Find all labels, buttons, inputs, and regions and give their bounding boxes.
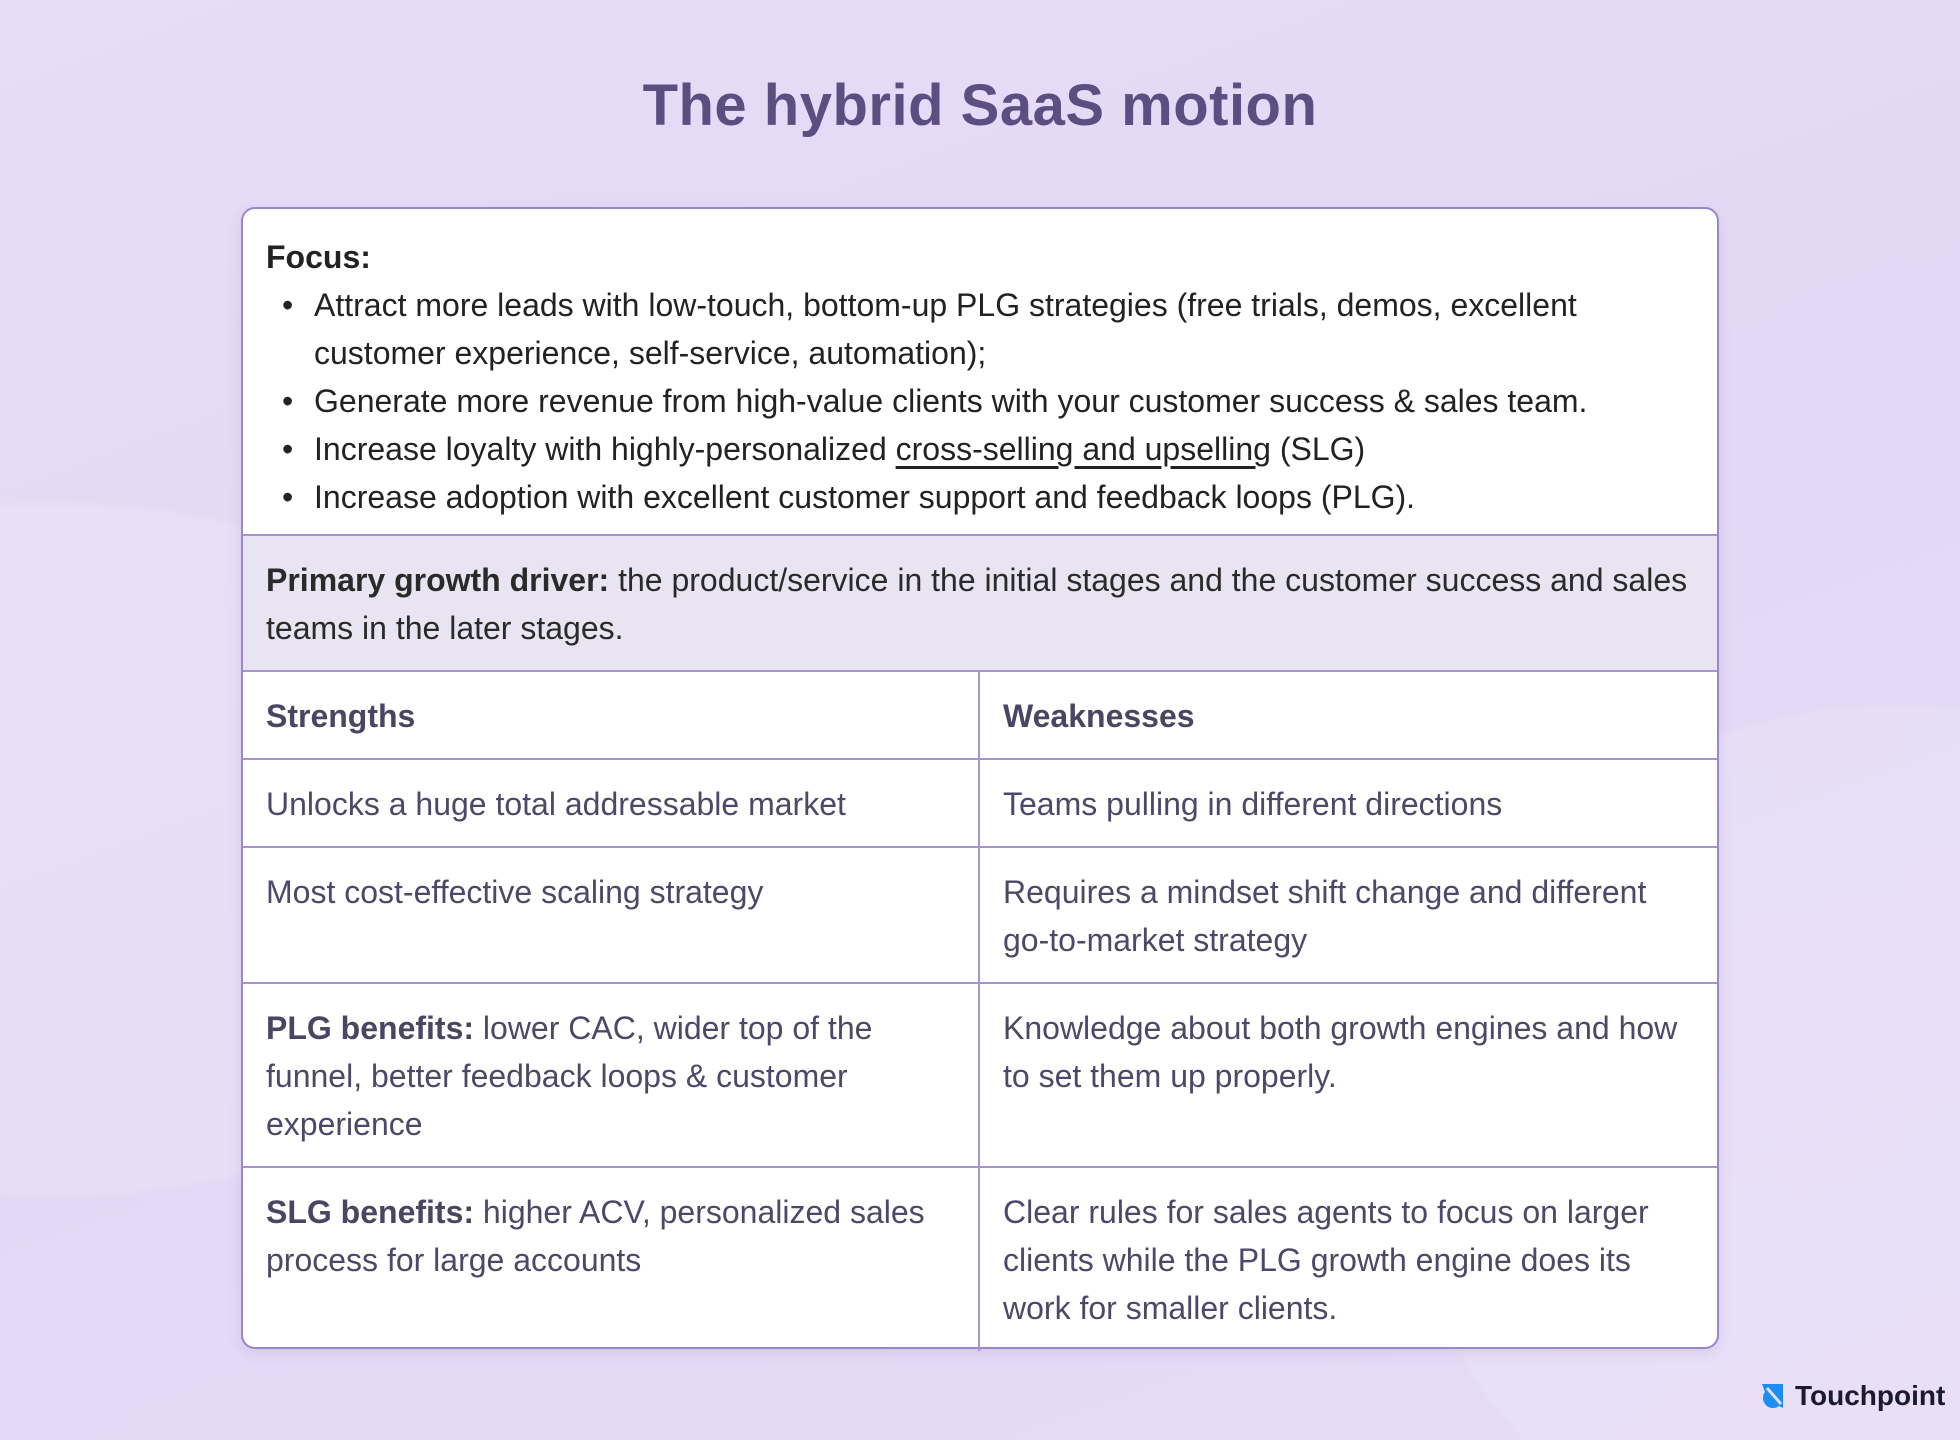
- weakness-cell: Knowledge about both growth engines and how to set them up properly.: [1003, 1010, 1678, 1094]
- table-row: [243, 1168, 1717, 1351]
- table-row: [243, 848, 1717, 984]
- strength-cell: [243, 1168, 980, 1351]
- focus-label: Focus:: [266, 239, 371, 275]
- header-weaknesses: Weaknesses: [1003, 698, 1195, 734]
- weakness-cell: Requires a mindset shift change and different go-to-market strategy: [1003, 874, 1647, 958]
- touchpoint-logo: [1761, 1380, 1945, 1412]
- focus-section: [243, 209, 1717, 536]
- table-row: [243, 760, 1717, 848]
- weakness-cell: Teams pulling in different directions: [1003, 786, 1503, 822]
- table-row: [243, 984, 1717, 1168]
- focus-item-text: Increase loyalty with highly-personalized: [314, 431, 896, 467]
- cross-selling-link[interactable]: cross-selling and upselling: [895, 431, 1271, 467]
- table-header: [243, 672, 1717, 760]
- focus-item-text: (SLG): [1270, 431, 1366, 467]
- strength-cell: [243, 848, 980, 982]
- driver-text: the product/service in the initial stages and the customer success and sales teams in the later stages.: [266, 562, 1688, 646]
- header-strengths: Strengths: [243, 672, 980, 758]
- strength-label: PLG benefits:: [266, 1010, 475, 1046]
- touchpoint-logo-icon: [1761, 1382, 1787, 1410]
- strength-cell: [243, 760, 980, 846]
- focus-item: • Generate more revenue from high-value clients with your customer success & sales team.: [266, 377, 1694, 425]
- strength-text: lower CAC, wider top of the funnel, better feedback loops & customer experience: [266, 1010, 873, 1142]
- weakness-cell: Clear rules for sales agents to focus on larger clients while the PLG growth engine does its work for smaller clients.: [1003, 1194, 1649, 1326]
- strength-text: Unlocks a huge total addressable market: [266, 786, 846, 822]
- strength-text: higher ACV, personalized sales process for large accounts: [266, 1194, 925, 1278]
- page-title: The hybrid SaaS motion: [642, 73, 1318, 138]
- driver-label: Primary growth driver:: [266, 562, 610, 598]
- comparison-card: [241, 207, 1719, 1349]
- focus-item: [266, 425, 1694, 473]
- strength-text: Most cost-effective scaling strategy: [266, 874, 764, 910]
- strength-cell: [243, 984, 980, 1166]
- growth-driver-section: [243, 536, 1717, 672]
- focus-list: [266, 281, 1694, 521]
- strength-label: SLG benefits:: [266, 1194, 475, 1230]
- focus-item: • Attract more leads with low-touch, bottom-up PLG strategies (free trials, demos, excellent customer experience, self-service, automation);: [266, 281, 1694, 377]
- brand-name: Touchpoint: [1795, 1380, 1946, 1411]
- focus-item: • Increase adoption with excellent customer support and feedback loops (PLG).: [266, 473, 1694, 521]
